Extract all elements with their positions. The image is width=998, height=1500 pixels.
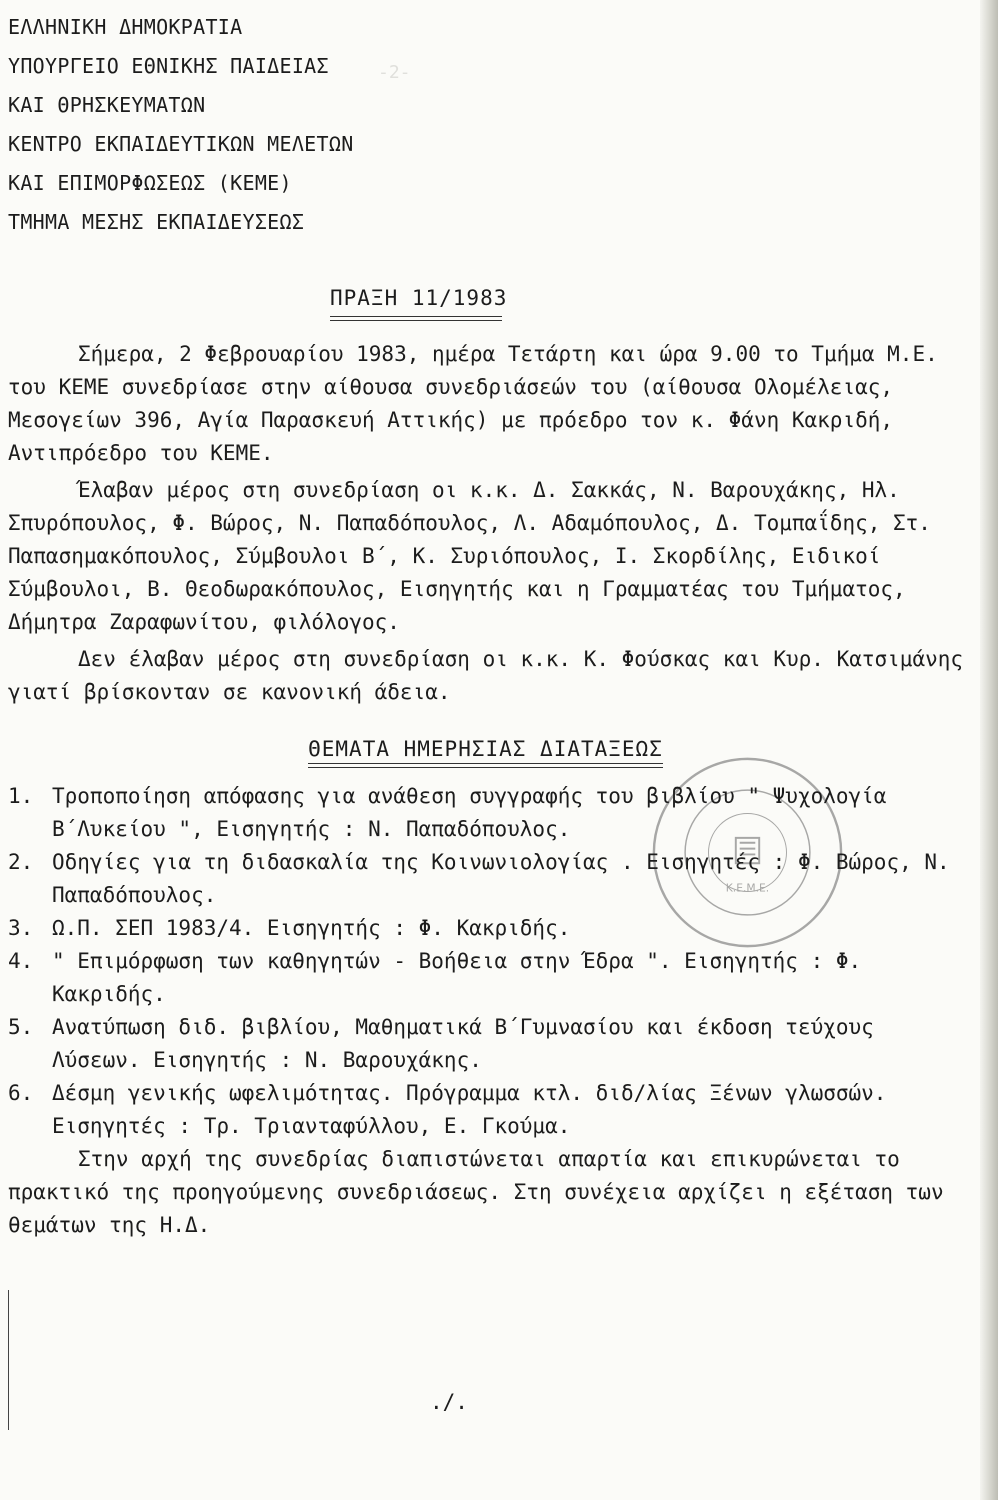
title-double-underline bbox=[330, 316, 502, 321]
agenda-item bbox=[8, 1011, 963, 1077]
agenda-item-number: 4. bbox=[8, 949, 34, 973]
agenda-item-number: 6. bbox=[8, 1081, 34, 1105]
agenda-item bbox=[8, 1077, 963, 1143]
letterhead-line: ΚΕΝΤΡΟ ΕΚΠΑΙΔΕΥΤΙΚΩΝ ΜΕΛΕΤΩΝ bbox=[8, 132, 354, 156]
page-number: -2- bbox=[378, 62, 411, 83]
letterhead-line: ΚΑΙ ΕΠΙΜΟΡΦΩΣΕΩΣ (ΚΕΜΕ) bbox=[8, 171, 292, 195]
paragraph-quorum: Στην αρχή της συνεδρίας διαπιστώνεται απαρτία και επικυρώνεται το πρακτικό της προηγούμενης συνεδριάσεως. Στη συνέχεια αρχίζει η εξέταση των θεμάτων της Η.Δ. bbox=[8, 1147, 944, 1237]
agenda-item-text: Οδηγίες για τη διδασκαλία της Κοινωνιολογίας . Εισηγητές : Φ. Βώρος, Ν. Παπαδόπουλος. bbox=[52, 850, 950, 907]
agenda-heading-underline bbox=[308, 763, 663, 768]
svg-text:Κ.Ε.Μ.Ε.: Κ.Ε.Μ.Ε. bbox=[725, 881, 770, 895]
agenda-item-text: " Επιμόρφωση των καθηγητών - Βοήθεια στην Έδρα ". Εισηγητής : Φ. Κακριδής. bbox=[52, 949, 862, 1006]
agenda-item-number: 2. bbox=[8, 850, 34, 874]
letterhead-line: ΤΜΗΜΑ ΜΕΣΗΣ ΕΚΠΑΙΔΕΥΣΕΩΣ bbox=[8, 210, 305, 234]
continuation-mark: ./. bbox=[430, 1390, 468, 1414]
agenda-item-text: Τροποποίηση απόφασης για ανάθεση συγγραφής του βιβλίου " Ψυχολογία Β΄Λυκείου ", Εισηγητής : Ν. Παπαδόπουλος. bbox=[52, 784, 887, 841]
agenda-item-text: Ω.Π. ΣΕΠ 1983/4. Εισηγητής : Φ. Κακριδής. bbox=[52, 916, 571, 940]
document-title: ΠΡΑΞΗ 11/1983 bbox=[330, 286, 508, 310]
page-edge-shadow bbox=[980, 0, 998, 1500]
letterhead-line: ΥΠΟΥΡΓΕΙΟ ΕΘΝΙΚΗΣ ΠΑΙΔΕΙΑΣ bbox=[8, 54, 329, 78]
agenda-item-number: 3. bbox=[8, 916, 34, 940]
paragraph-meeting-opening: Σήμερα, 2 Φεβρουαρίου 1983, ημέρα Τετάρτη και ώρα 9.00 το Τμήμα Μ.Ε. του ΚΕΜΕ συνεδρίασε στην αίθουσα συνεδριάσεών του (αίθουσα Ολομέλειας, Μεσογείων 396, Αγία Παρασκευή Αττικής) με πρόεδρο τον κ. Φάνη Κακριδή, Αντιπρόεδρο του ΚΕΜΕ. bbox=[8, 342, 938, 465]
agenda-item-text: Δέσμη γενικής ωφελιμότητας. Πρόγραμμα κτλ. διδ/λίας Ξένων γλωσσών. Εισηγητές : Τρ. Τριανταφύλλου, Ε. Γκούμα. bbox=[52, 1081, 887, 1138]
official-stamp-seal bbox=[650, 755, 845, 950]
letterhead-line: ΕΛΛΗΝΙΚΗ ΔΗΜΟΚΡΑΤΙΑ bbox=[8, 15, 243, 39]
agenda-item-number: 5. bbox=[8, 1015, 34, 1039]
letterhead bbox=[8, 8, 354, 242]
letterhead-line: ΚΑΙ ΘΡΗΣΚΕΥΜΑΤΩΝ bbox=[8, 93, 206, 117]
margin-bracket-mark bbox=[8, 1290, 19, 1430]
agenda-item-text: Ανατύπωση διδ. βιβλίου, Μαθηματικά Β΄Γυμνασίου και έκδοση τεύχους Λύσεων. Εισηγητής : Ν. Βαρουχάκης. bbox=[52, 1015, 874, 1072]
agenda-heading-text: ΘΕΜΑΤΑ ΗΜΕΡΗΣΙΑΣ ΔΙΑΤΑΞΕΩΣ bbox=[308, 737, 663, 761]
agenda-item-number: 1. bbox=[8, 784, 34, 808]
agenda-item bbox=[8, 945, 963, 1011]
paragraph-attendees: Έλαβαν μέρος στη συνεδρίαση οι κ.κ. Δ. Σακκάς, Ν. Βαρουχάκης, Ηλ. Σπυρόπουλος, Φ. Βώρος, Ν. Παπαδόπουλος, Λ. Αδαμόπουλος, Δ. Τομπαΐδης, Στ. Παπασημακόπουλος, Σύμβουλοι Β΄, Κ. Συριόπουλος, Ι. Σκορδίλης, Ειδικοί Σύμβουλοι, Β. Θεοδωρακόπουλος, Εισηγητής και η Γραμματέας του Τμήματος, Δήμητρα Ζαραφωνίτου, φιλόλογος. bbox=[8, 478, 931, 634]
paragraph-absentees: Δεν έλαβαν μέρος στη συνεδρίαση οι κ.κ. Κ. Φούσκας και Κυρ. Κατσιμάνης γιατί βρίσκονταν σε κανονική άδεια. bbox=[8, 647, 964, 704]
